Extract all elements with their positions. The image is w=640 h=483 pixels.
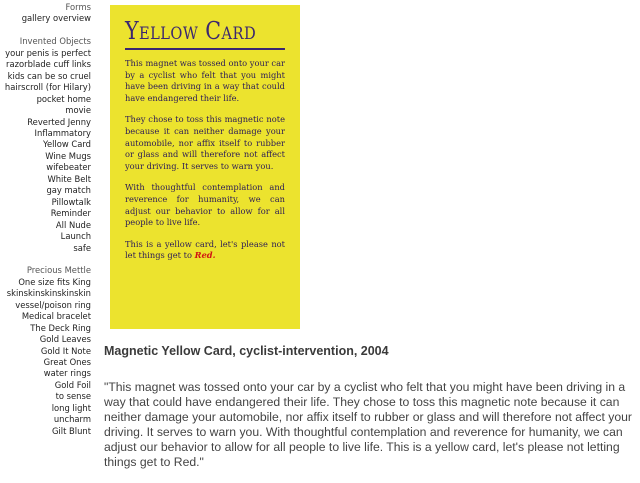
card-closing-text: This is a yellow card, let's please not let things get to xyxy=(125,238,285,261)
nav-heading-precious-mettle: Precious Mettle xyxy=(26,265,91,276)
nav-link[interactable]: Gilt Blunt xyxy=(51,425,91,436)
nav-link[interactable]: pocket home xyxy=(36,93,91,104)
nav-link[interactable]: All Nude xyxy=(55,219,91,230)
nav-link[interactable]: Reminder xyxy=(50,208,91,219)
nav-link[interactable]: your penis is perfect xyxy=(5,47,91,58)
card-paragraph-4 xyxy=(125,239,285,262)
nav-link[interactable]: hairscroll (for Hilary) xyxy=(4,82,91,93)
nav-heading-invented-objects: Invented Objects xyxy=(19,36,91,47)
artwork-description: "This magnet was tossed onto your car by a cyclist who felt that you might have been driving in a way that could have endangered their life. They chose to toss this magnetic note because it can neither damage your automobile, nor affix itself to rubber or glass and will therefore not affect your driving. It serves to warn you. With thoughtful contemplation and reverence for humanity, we can adjust our behavior to allow for all people to live life. This is a yellow card, let's please not letting things get to Red." xyxy=(104,380,632,470)
nav-link[interactable]: long light xyxy=(51,402,91,413)
yellow-card-image xyxy=(110,5,300,329)
nav-link[interactable]: Wine Mugs xyxy=(45,150,91,161)
card-paragraph-1: This magnet was tossed onto your car by a cyclist who felt that you might have been driving in a way that could have endangered their life. xyxy=(125,58,285,103)
nav-link[interactable]: safe xyxy=(73,242,91,253)
card-paragraph-2: They chose to toss this magnetic note because it can neither damage your automobile, nor affix itself to rubber or glass and will therefore not affect your driving. It serves to warn you. xyxy=(125,114,285,171)
nav-link[interactable]: Gold Foil xyxy=(54,379,91,390)
nav-link[interactable]: movie xyxy=(65,105,91,116)
artwork-caption: Magnetic Yellow Card, cyclist-intervention, 2004 xyxy=(104,344,389,358)
nav-link[interactable]: Great Ones xyxy=(43,357,91,368)
nav-link[interactable]: to sense xyxy=(55,391,91,402)
nav-link[interactable]: vessel/poison ring xyxy=(15,299,91,310)
nav-link[interactable]: gay match xyxy=(46,185,91,196)
card-red-word: Red. xyxy=(194,250,216,261)
nav-link[interactable]: Pillowtalk xyxy=(51,196,91,207)
nav-link[interactable]: uncharm xyxy=(53,414,91,425)
nav-link[interactable]: Inflammatory xyxy=(34,127,91,138)
nav-link[interactable]: The Deck Ring xyxy=(30,322,91,333)
nav-link[interactable]: Launch xyxy=(60,231,91,242)
card-title: Yellow Card xyxy=(125,17,285,50)
nav-link[interactable]: Gold Leaves xyxy=(39,334,91,345)
nav-link[interactable]: Reverted Jenny xyxy=(27,116,91,127)
nav-heading-forms: Forms xyxy=(65,2,91,12)
nav-link[interactable]: wifebeater xyxy=(46,162,91,173)
nav-link-gallery-overview[interactable]: gallery overview xyxy=(21,13,91,24)
nav-link-yellow-card[interactable]: Yellow Card xyxy=(42,139,91,150)
nav-link[interactable]: skinskinskinskinskin xyxy=(6,288,91,299)
nav-link[interactable]: Gold It Note xyxy=(40,345,91,356)
nav-link[interactable]: water rings xyxy=(43,368,91,379)
nav-link[interactable]: kids can be so cruel xyxy=(7,70,91,81)
card-paragraph-3: With thoughtful contemplation and reverence for humanity, we can adjust our behavior to allow for all people to live life. xyxy=(125,182,285,228)
nav-link[interactable]: Medical bracelet xyxy=(21,311,91,322)
sidebar-nav xyxy=(0,2,91,437)
nav-link[interactable]: One size fits King xyxy=(18,276,91,287)
nav-link[interactable]: White Belt xyxy=(47,173,91,184)
nav-link[interactable]: razorblade cuff links xyxy=(6,59,91,70)
